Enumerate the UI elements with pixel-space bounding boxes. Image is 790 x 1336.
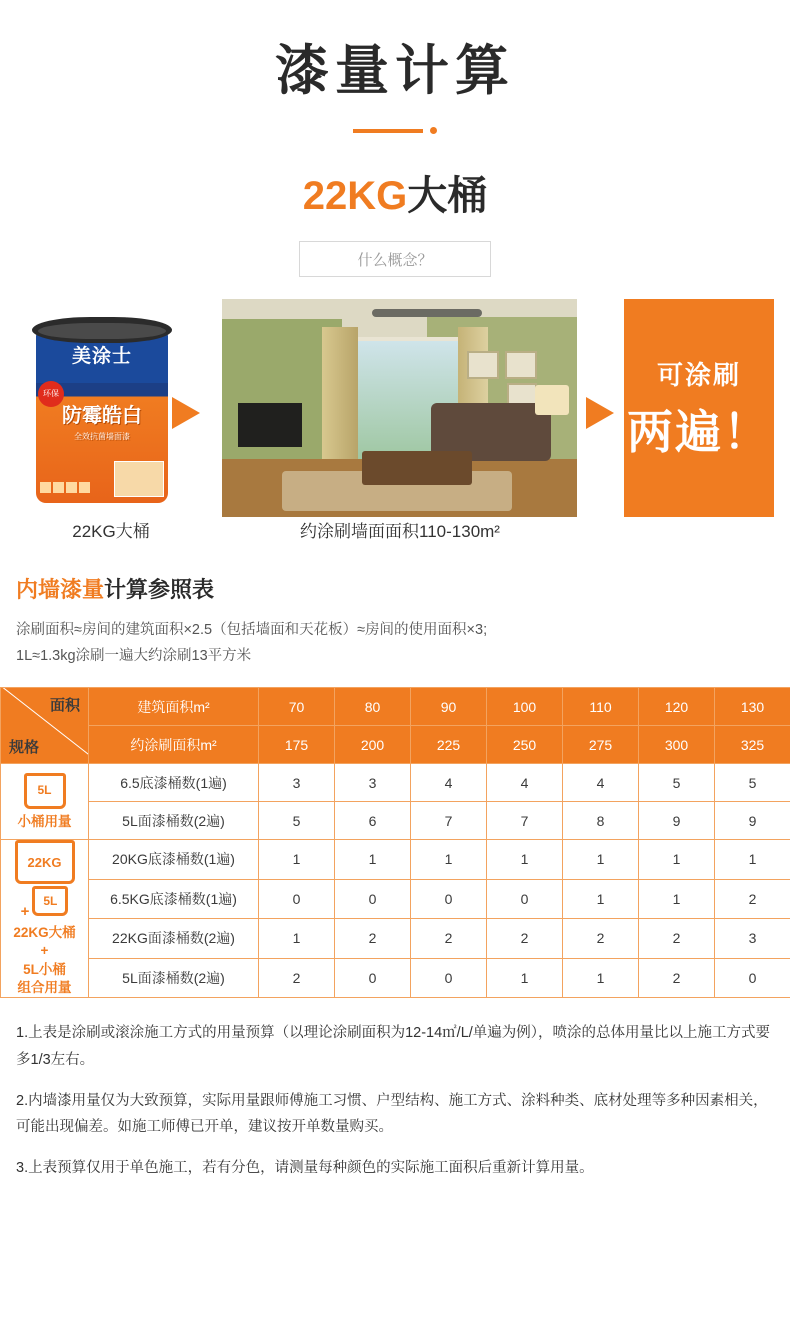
footnote-3: 3.上表预算仅用于单色施工，若有分色，请测量每种颜色的实际施工面积后重新计算用量。	[16, 1160, 594, 1177]
illustration-row	[0, 299, 790, 542]
data-cell: 1	[259, 919, 335, 958]
divider-dot	[430, 127, 437, 134]
data-cell: 4	[563, 764, 639, 802]
data-cell: 0	[259, 879, 335, 918]
data-cell: 2	[487, 919, 563, 958]
group-label-22kg-line1: 22KG大桶	[13, 925, 76, 941]
data-cell: 7	[411, 802, 487, 840]
header-cell: 90	[411, 688, 487, 726]
row-label: 6.5底漆桶数(1遍)	[89, 764, 259, 802]
data-cell: 1	[715, 840, 790, 879]
calculation-table-wrapper	[0, 687, 790, 998]
subtitle	[0, 164, 790, 221]
arrow-right-icon	[172, 397, 200, 429]
data-cell: 0	[411, 958, 487, 997]
corner-label-spec: 规格	[9, 739, 40, 757]
section-note-line2: 1L≈1.3kg涂刷一遍大约涂刷13平方米	[16, 647, 252, 664]
data-cell: 3	[259, 764, 335, 802]
bucket-product-sub: 全效抗菌墙面漆	[74, 432, 130, 442]
data-cell: 1	[487, 840, 563, 879]
data-cell: 2	[639, 919, 715, 958]
pail-5l-icon: 5L	[32, 886, 68, 916]
bucket-lid-inner	[38, 323, 166, 339]
data-cell: 1	[335, 840, 411, 879]
header-cell: 275	[563, 726, 639, 764]
data-cell: 1	[639, 879, 715, 918]
data-cell: 3	[335, 764, 411, 802]
data-cell: 8	[563, 802, 639, 840]
photo-lamp	[535, 385, 569, 415]
header-cell: 175	[259, 726, 335, 764]
photo-ceiling-fan	[372, 309, 482, 317]
section-note	[16, 618, 790, 669]
footnote-1: 1.上表是涂刷或滚涂施工方式的用量预算（以理论涂刷面积为12-14㎡/L/单遍为例），喷涂的总体用量比以上施工方式要多1/3左右。	[16, 1025, 771, 1068]
data-cell: 1	[259, 840, 335, 879]
row-label: 5L面漆桶数(2遍)	[89, 958, 259, 997]
header-cell: 325	[715, 726, 790, 764]
data-cell: 0	[411, 879, 487, 918]
header-row-label: 约涂刷面积m²	[89, 726, 259, 764]
data-cell: 0	[715, 958, 790, 997]
row-label: 5L面漆桶数(2遍)	[89, 802, 259, 840]
data-cell: 7	[487, 802, 563, 840]
group-label-5l: 小桶用量	[17, 813, 72, 829]
concept-label: 什么概念？	[357, 251, 433, 269]
paint-bucket-icon	[32, 317, 172, 507]
header-cell: 100	[487, 688, 563, 726]
subtitle-highlight: 22KG	[302, 174, 408, 219]
concept-badge	[299, 241, 491, 277]
row-label: 6.5KG底漆桶数(1遍)	[89, 879, 259, 918]
coverage-result-box	[624, 299, 774, 517]
data-cell: 9	[715, 802, 790, 840]
plus-sign: +	[20, 903, 30, 921]
section-heading	[16, 573, 790, 604]
pail-5l-icon: 5L	[24, 773, 66, 809]
table-row	[1, 802, 790, 840]
group-label-22kg-line3: 5L小桶	[23, 961, 66, 977]
photo-caption: 约涂刷墙面面积110-130m²	[300, 522, 500, 542]
pail-22kg-icon: 22KG	[15, 840, 75, 884]
footnote-2: 2.内墙漆用量仅为大致预算，实际用量跟师傅施工习惯、户型结构、施工方式、涂料种类、底材处理等多种因素相关，可能出现偏差。如施工师傅已开单，建议按开单数量购买。	[16, 1092, 768, 1136]
data-cell: 4	[487, 764, 563, 802]
swatch	[79, 482, 90, 493]
table-row	[1, 726, 790, 764]
section-heading-highlight: 内墙漆量	[16, 577, 105, 603]
row-label: 20KG底漆桶数(1遍)	[89, 840, 259, 879]
bucket-caption: 22KG大桶	[72, 522, 150, 542]
table-row	[1, 958, 790, 997]
subtitle-rest: 大桶	[407, 174, 488, 219]
group-label-22kg-line4: 组合用量	[17, 979, 72, 995]
photo-picture-frame	[505, 351, 537, 379]
table-row	[1, 919, 790, 958]
data-cell: 1	[563, 840, 639, 879]
photo-curtain-left	[322, 327, 358, 477]
data-cell: 1	[563, 879, 639, 918]
header-cell: 80	[335, 688, 411, 726]
table-row	[1, 879, 790, 918]
arrow-right-icon	[586, 397, 614, 429]
bucket-eco-badge: 环保	[38, 381, 64, 407]
bucket-illustration	[18, 299, 188, 542]
header-cell: 200	[335, 726, 411, 764]
corner-label-area: 面积	[49, 697, 80, 715]
data-cell: 2	[259, 958, 335, 997]
header-cell: 110	[563, 688, 639, 726]
data-cell: 3	[715, 919, 790, 958]
bucket-room-thumbnail	[114, 461, 164, 497]
bucket-color-swatches	[40, 482, 90, 493]
photo-picture-frame	[467, 351, 499, 379]
table-row	[1, 840, 790, 879]
header-cell: 130	[715, 688, 790, 726]
page-title: 漆量计算	[275, 41, 515, 101]
swatch	[40, 482, 51, 493]
bucket-brand-label: 美涂士	[71, 346, 132, 368]
data-cell: 5	[715, 764, 790, 802]
title-divider	[0, 127, 790, 134]
data-cell: 6	[335, 802, 411, 840]
header-cell: 300	[639, 726, 715, 764]
row-label: 22KG面漆桶数(2遍)	[89, 919, 259, 958]
header-cell: 250	[487, 726, 563, 764]
swatch	[53, 482, 64, 493]
calculation-table	[0, 687, 790, 998]
bucket-product-label	[32, 399, 172, 442]
divider-bar	[353, 129, 423, 133]
header-cell: 70	[259, 688, 335, 726]
result-line1: 可涂刷	[656, 359, 741, 390]
swatch	[66, 482, 77, 493]
data-cell: 2	[715, 879, 790, 918]
data-cell: 1	[639, 840, 715, 879]
data-cell: 9	[639, 802, 715, 840]
group-label-22kg-line2: +	[40, 943, 49, 959]
result-line2: 两遍！	[627, 405, 771, 458]
table-row	[1, 688, 790, 726]
data-cell: 5	[259, 802, 335, 840]
photo-coffee-table	[362, 451, 472, 485]
data-cell: 4	[411, 764, 487, 802]
header-cell: 120	[639, 688, 715, 726]
data-cell: 2	[411, 919, 487, 958]
data-cell: 0	[335, 879, 411, 918]
data-cell: 2	[639, 958, 715, 997]
data-cell: 1	[411, 840, 487, 879]
group-icon-5l	[1, 764, 89, 840]
data-cell: 5	[639, 764, 715, 802]
footnotes	[16, 1020, 774, 1182]
table-corner-cell	[1, 688, 89, 764]
living-room-photo	[222, 299, 577, 517]
data-cell: 1	[487, 958, 563, 997]
header-row-label: 建筑面积m²	[89, 688, 259, 726]
data-cell: 2	[335, 919, 411, 958]
data-cell: 2	[563, 919, 639, 958]
table-row	[1, 764, 790, 802]
data-cell: 1	[563, 958, 639, 997]
photo-television	[238, 403, 302, 447]
bucket-product-name: 防霉皓白	[62, 405, 142, 428]
section-heading-rest: 计算参照表	[104, 577, 215, 603]
group-icon-22kg-5l	[1, 840, 89, 998]
section-note-line1: 涂刷面积≈房间的建筑面积×2.5（包括墙面和天花板）≈房间的使用面积×3;	[16, 622, 488, 639]
header-cell: 225	[411, 726, 487, 764]
data-cell: 0	[487, 879, 563, 918]
data-cell: 0	[335, 958, 411, 997]
